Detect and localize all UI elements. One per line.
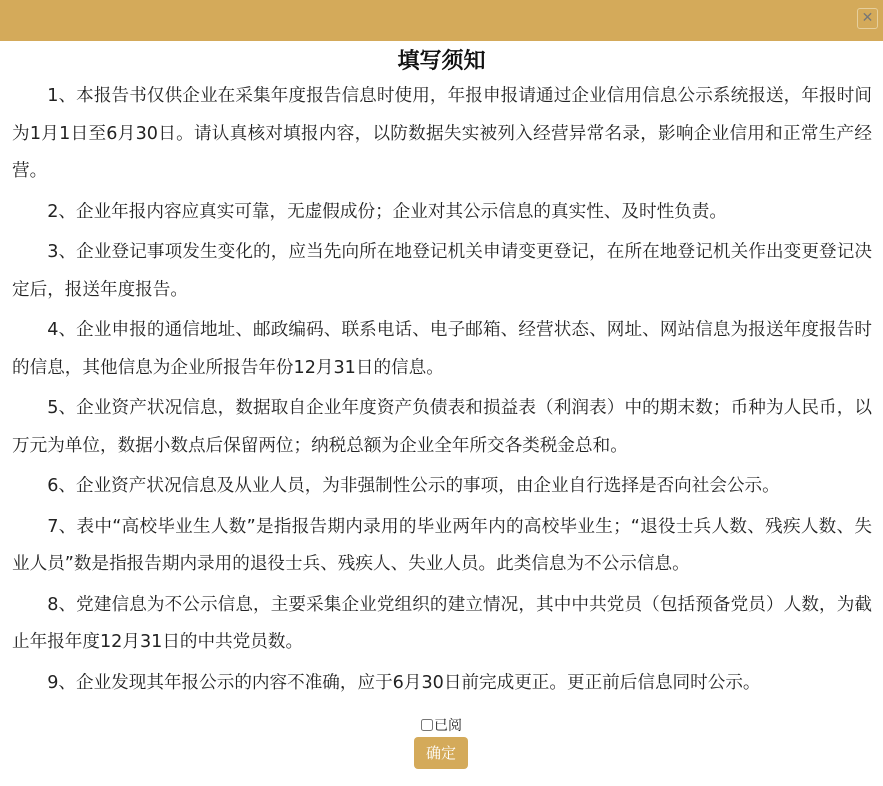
notice-item: 6、企业资产状况信息及从业人员，为非强制性公示的事项，由企业自行选择是否向社会公示。 xyxy=(47,476,780,496)
notice-item: 1、本报告书仅供企业在采集年度报告信息时使用，年报申报请通过企业信用信息公示系统报送，年报时间为1月1日至6月30日。请认真核对填报内容，以防数据失实被列入经营异常名录，影响企业信用和正常生产经营。 xyxy=(12,86,872,181)
notice-item: 5、企业资产状况信息，数据取自企业年度资产负债表和损益表（利润表）中的期末数；币种为人民币，以万元为单位，数据小数点后保留两位；纳税总额为企业全年所交各类税金总和。 xyxy=(12,398,872,456)
notice-item: 4、企业申报的通信地址、邮政编码、联系电话、电子邮箱、经营状态、网址、网站信息为报送年度报告时的信息，其他信息为企业所报告年份12月31日的信息。 xyxy=(12,320,872,378)
dialog-header-bar xyxy=(0,0,883,41)
notice-item: 2、企业年报内容应真实可靠，无虚假成份；企业对其公示信息的真实性、及时性负责。 xyxy=(47,201,727,222)
notice-content xyxy=(12,78,872,705)
notice-item: 8、党建信息为不公示信息，主要采集企业党组织的建立情况，其中中共党员（包括预备党员）人数，为截止年报年度12月31日的中共党员数。 xyxy=(12,594,872,652)
notice-item: 9、企业发现其年报公示的内容不准确，应于6月30日前完成更正。更正前后信息同时公示。 xyxy=(47,672,761,693)
read-checkbox-row[interactable] xyxy=(0,716,883,736)
confirm-button[interactable]: 确定 xyxy=(414,737,468,769)
close-icon[interactable]: ✕ xyxy=(857,8,878,29)
read-checkbox[interactable] xyxy=(421,719,433,731)
notice-item: 3、企业登记事项发生变化的，应当先向所在地登记机关申请变更登记，在所在地登记机关作出变更登记决定后，报送年度报告。 xyxy=(12,242,872,300)
read-label: 已阅 xyxy=(434,718,462,734)
dialog-title: 填写须知 xyxy=(397,49,486,74)
notice-item: 7、表中“高校毕业生人数”是指报告期内录用的毕业两年内的高校毕业生；“退役士兵人数、残疾人数、失业人员”数是指报告期内录用的退役士兵、残疾人、失业人员。此类信息为不公示信息。 xyxy=(12,516,872,574)
